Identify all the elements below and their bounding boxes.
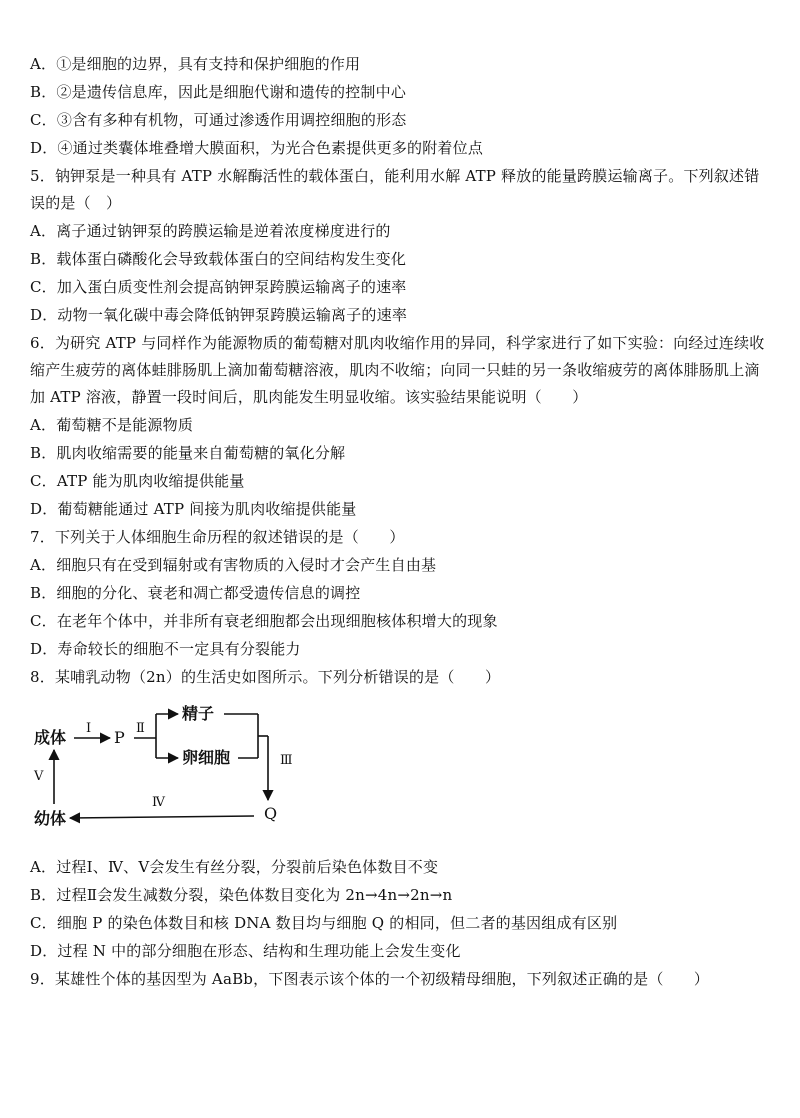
q7-option-b: B．细胞的分化、衰老和凋亡都受遗传信息的调控 [30,584,361,602]
q9-stem: 9．某雄性个体的基因型为 AaBb，下图表示该个体的一个初级精母细胞，下列叙述正确的是（ ） [30,970,710,988]
q5-option-b: B．载体蛋白磷酸化会导致载体蛋白的空间结构发生变化 [30,250,407,268]
q4-option-c: C．③含有多种有机物，可通过渗透作用调控细胞的形态 [30,111,407,129]
q6-stem-line2: 缩产生疲劳的离体蛙腓肠肌上滴加葡萄糖溶液，肌肉不收缩；向同一只蛙的另一条收缩疲劳的离体腓肠肌上滴 [30,361,760,379]
q7-option-a: A．细胞只有在受到辐射或有害物质的入侵时才会产生自由基 [30,556,437,574]
roman-1: Ⅰ [86,721,92,736]
roman-4: Ⅳ [152,795,165,810]
q6-option-d: D．葡萄糖能通过 ATP 间接为肌肉收缩提供能量 [30,500,357,518]
q8-stem: 8．某哺乳动物（2n）的生活史如图所示。下列分析错误的是（ ） [30,668,501,686]
q6-option-c: C．ATP 能为肌肉收缩提供能量 [30,472,245,490]
label-q: Q [264,804,278,823]
roman-2: Ⅱ [136,721,145,736]
q5-stem-line2: 误的是（ ） [30,194,122,212]
q8-option-b: B．过程Ⅱ会发生减数分裂，染色体数目变化为 2n→4n→2n→n [30,886,453,904]
roman-5: Ⅴ [34,769,44,784]
q7-option-c: C．在老年个体中，并非所有衰老细胞都会出现细胞核体积增大的现象 [30,612,498,630]
q6-option-b: B．肌肉收缩需要的能量来自葡萄糖的氧化分解 [30,444,346,462]
q8-option-c: C．细胞 P 的染色体数目和核 DNA 数目均与细胞 Q 的相同，但二者的基因组成有区别 [30,914,618,932]
q6-stem-line1: 6．为研究 ATP 与同样作为能源物质的葡萄糖对肌肉收缩作用的异同，科学家进行了如下实验：向经过连续收 [30,334,765,352]
label-adult: 成体 [34,728,67,747]
q5-option-d: D．动物一氧化碳中毒会降低钠钾泵跨膜运输离子的速率 [30,306,408,324]
q6-option-a: A．葡萄糖不是能源物质 [30,416,194,434]
q7-option-d: D．寿命较长的细胞不一定具有分裂能力 [30,640,301,658]
q5-stem-line1: 5．钠钾泵是一种具有 ATP 水解酶活性的载体蛋白，能利用水解 ATP 释放的能量跨膜运输离子。下列叙述错 [30,167,760,185]
label-egg: 卵细胞 [182,748,231,767]
q6-stem-line3: 加 ATP 溶液，静置一段时间后，肌肉能发生明显收缩。该实验结果能说明（ ） [30,388,588,406]
label-sperm: 精子 [182,704,215,723]
q4-option-d: D．④通过类囊体堆叠增大膜面积，为光合色素提供更多的附着位点 [30,139,484,157]
q7-stem: 7．下列关于人体细胞生命历程的叙述错误的是（ ） [30,528,405,546]
label-p: P [114,728,125,747]
q5-option-a: A．离子通过钠钾泵的跨膜运输是逆着浓度梯度进行的 [30,222,391,240]
q8-option-a: A．过程Ⅰ、Ⅳ、Ⅴ会发生有丝分裂，分裂前后染色体数目不变 [30,858,439,876]
q5-option-c: C．加入蛋白质变性剂会提高钠钾泵跨膜运输离子的速率 [30,278,407,296]
life-cycle-diagram [28,696,308,836]
arrow-process-4 [70,816,254,818]
q4-option-b: B．②是遗传信息库，因此是细胞代谢和遗传的控制中心 [30,83,407,101]
q8-option-d: D．过程 N 中的部分细胞在形态、结构和生理功能上会发生变化 [30,942,461,960]
roman-3: Ⅲ [280,753,293,768]
q4-option-a: A．①是细胞的边界，具有支持和保护细胞的作用 [30,55,361,73]
label-juvenile: 幼体 [34,809,67,828]
